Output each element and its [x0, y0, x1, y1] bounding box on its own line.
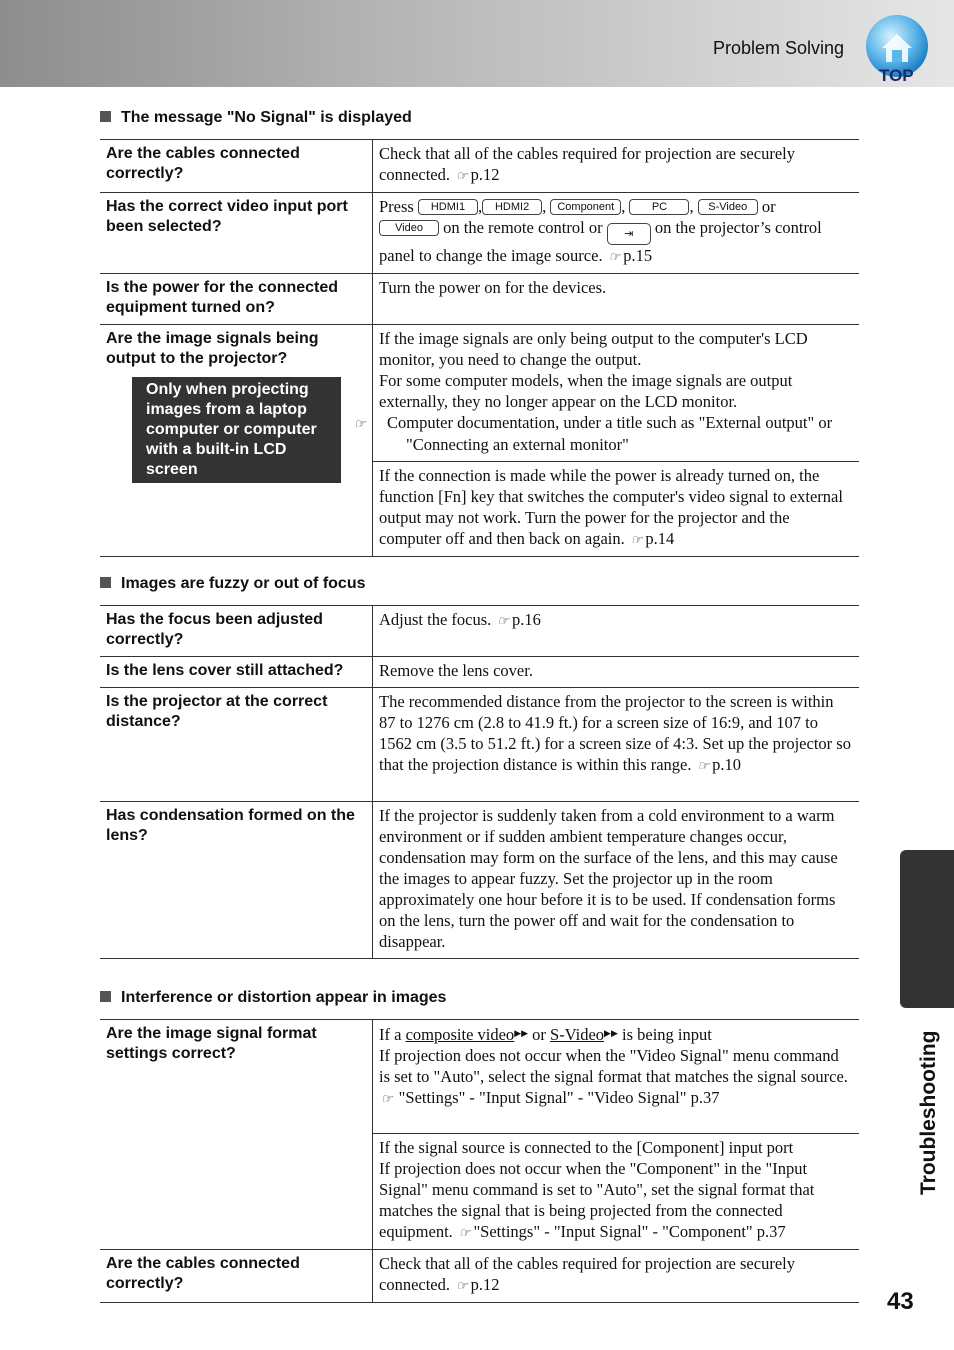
square-bullet-icon — [100, 991, 111, 1002]
answer-cell: Check that all of the cables required for projection are securely connected. ☞ p.12 — [373, 1250, 860, 1303]
reference-icon: ☞ — [630, 532, 643, 547]
page-number: 43 — [887, 1288, 914, 1315]
header-title: Problem Solving — [712, 38, 844, 58]
chapter-tab[interactable] — [900, 850, 954, 1008]
answer-cell: If the signal source is connected to the [Component] input port If projection does not occur when the "Component" in the "Input Signal" menu command is set to "Auto", set the signal format that matches the signal that is being projected from the connected equipment. ☞ "Settings" - "Input Signal" - "Component" p.37 — [373, 1134, 860, 1250]
table-interference — [100, 1019, 859, 1303]
question-cell: Has the correct video input port been selected? — [100, 193, 373, 274]
glossary-arrow-icon: ▶▶ — [604, 1028, 618, 1038]
answer-cell: Press HDMI1 , HDMI2 , Component , PC , S-Video or Video on the remote control or ⇥ on the projector’s control panel to change the image source. ☞ p.15 — [373, 193, 860, 274]
question-cell: Is the projector at the correct distance? — [100, 688, 373, 802]
glossary-link-s-video[interactable]: S-Video — [550, 1025, 605, 1044]
question-cell: Are the cables connected correctly? — [100, 140, 373, 193]
question-cell: Are the image signal format settings correct? — [100, 1020, 373, 1250]
table-no-signal — [100, 139, 859, 557]
table-row — [100, 802, 859, 959]
glossary-link-composite-video[interactable]: composite video — [405, 1025, 515, 1044]
table-row — [100, 688, 859, 802]
top-label: TOP — [879, 66, 914, 85]
table-row — [100, 1020, 859, 1134]
table-row — [100, 193, 859, 274]
question-cell: Are the cables connected correctly? — [100, 1250, 373, 1303]
answer-cell: If a composite video▶▶ or S-Video▶▶ is being input If projection does not occur when the "Video Signal" menu command is set to "Auto", select the signal format that matches the signal source. ☞ "Settings" - "Input Signal" - "Video Signal" p.37 — [373, 1020, 860, 1134]
section-title-fuzzy: Images are fuzzy or out of focus — [100, 575, 365, 593]
answer-cell: The recommended distance from the projector to the screen is within 87 to 1276 cm (2.8 to 41.9 ft.) for a screen size of 16:9, and 107 to 1562 cm (3.5 to 51.2 ft.) for a screen size of 4:3. Set up the projector so that the projection distance is within this range. ☞ p.10 — [373, 688, 860, 802]
square-bullet-icon — [100, 577, 111, 588]
note-badge: Only when projecting images from a laptop computer or computer with a built-in LCD screen — [132, 377, 341, 483]
table-row — [100, 657, 859, 688]
reference-icon: ☞ — [381, 1091, 393, 1106]
table-row — [100, 140, 859, 193]
page-link[interactable]: p.14 — [645, 529, 675, 548]
answer-cell: Check that all of the cables required for projection are securely connected. ☞ p.12 — [373, 140, 860, 193]
component-key: Component — [550, 199, 621, 215]
reference-icon: ☞ — [456, 168, 468, 183]
table-row — [100, 325, 859, 462]
reference-icon: ☞ — [456, 1278, 468, 1293]
question-cell: Are the image signals being output to the projector? Only when projecting images from a laptop computer or computer with a built-in LCD screen — [100, 325, 373, 557]
pc-key: PC — [629, 199, 689, 215]
question-cell: Has condensation formed on the lens? — [100, 802, 373, 959]
page-link[interactable]: p.12 — [470, 165, 500, 184]
table-row — [100, 274, 859, 325]
section-title-interference: Interference or distortion appear in images — [100, 989, 446, 1007]
page-link[interactable]: p.10 — [712, 755, 742, 774]
s-video-key: S-Video — [698, 199, 758, 215]
reference-icon: ☞ — [497, 613, 509, 628]
answer-cell: If the connection is made while the power is already turned on, the function [Fn] key that switches the computer's video signal to external output may not work. Turn the power for the projector and the computer off and then back on again. ☞ p.14 — [373, 462, 860, 557]
chapter-label: Troubleshooting — [917, 1030, 940, 1195]
answer-cell: Turn the power on for the devices. — [373, 274, 860, 325]
answer-cell: Adjust the focus. ☞ p.16 — [373, 606, 860, 657]
page-link[interactable]: p.16 — [511, 610, 541, 629]
page-link[interactable]: p.15 — [623, 246, 653, 265]
question-cell: Is the lens cover still attached? — [100, 657, 373, 688]
answer-cell: If the image signals are only being output to the computer's LCD monitor, you need to change the output. For some computer models, when the image signals are output externally, they no longer appear on the LCD monitor. ☞ Computer documentation, under a title such as "External output" or "Connecting an external monitor" — [373, 325, 860, 462]
question-cell: Has the focus been adjusted correctly? — [100, 606, 373, 657]
section-title-no-signal: The message "No Signal" is displayed — [100, 109, 412, 127]
reference-icon: ☞ — [697, 758, 710, 773]
video-key: Video — [379, 220, 439, 236]
source-search-key — [607, 223, 651, 245]
page-link[interactable]: p.12 — [470, 1275, 500, 1294]
hdmi2-key: HDMI2 — [482, 199, 542, 215]
reference-icon: ☞ — [608, 249, 621, 264]
top-button[interactable] — [864, 14, 930, 84]
hdmi1-key: HDMI1 — [418, 199, 478, 215]
answer-cell: Remove the lens cover. — [373, 657, 860, 688]
source-icon: ⇥ — [624, 228, 634, 240]
table-row — [100, 1250, 859, 1303]
question-cell: Is the power for the connected equipment turned on? — [100, 274, 373, 325]
page-header — [0, 0, 954, 87]
reference-line: ☞ "Settings" - "Input Signal" - "Component" p.37 — [458, 1222, 786, 1241]
glossary-arrow-icon: ▶▶ — [514, 1028, 529, 1038]
square-bullet-icon — [100, 111, 111, 122]
answer-cell: If the projector is suddenly taken from a cold environment to a warm environment or if sudden ambient temperature changes occur, condensation may form on the surface of the lens, and this may cause the images to appear fuzzy. Set the projector up in the room approximately one hour before it is to be used. If condensation forms on the lens, turn the power off and wait for the condensation to disappear. — [373, 802, 860, 959]
reference-icon: ☞ — [458, 1225, 471, 1240]
table-row — [100, 606, 859, 657]
table-fuzzy — [100, 605, 859, 959]
